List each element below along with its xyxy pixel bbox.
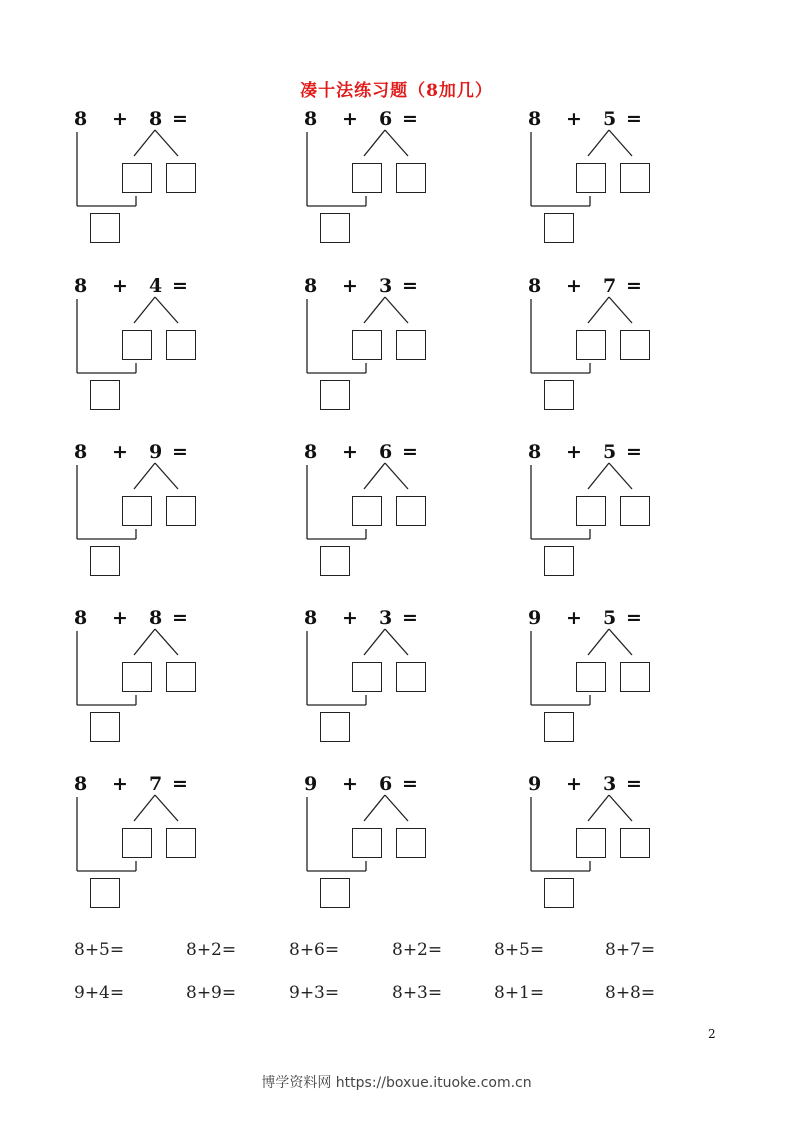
answer-box-part1 xyxy=(576,330,606,360)
split-line-left xyxy=(588,629,609,655)
make-ten-problem xyxy=(304,441,454,591)
answer-box-part1 xyxy=(352,662,382,692)
make-ten-problem xyxy=(528,108,678,258)
answer-box-part1 xyxy=(576,662,606,692)
answer-box-result xyxy=(90,712,120,742)
split-line-right xyxy=(155,297,178,323)
addend-b: 5 xyxy=(603,441,617,463)
answer-box-part2 xyxy=(396,496,426,526)
addend-a: 9 xyxy=(528,773,542,795)
drill-item: 8+3= xyxy=(392,983,443,1003)
answer-box-part2 xyxy=(620,496,650,526)
answer-box-result xyxy=(544,380,574,410)
split-line-left xyxy=(588,130,609,156)
plus-sign: + xyxy=(342,607,358,629)
addend-b: 3 xyxy=(603,773,617,795)
answer-box-part2 xyxy=(620,163,650,193)
answer-box-part1 xyxy=(352,828,382,858)
split-line-right xyxy=(155,795,178,821)
addend-a: 8 xyxy=(74,108,88,130)
drill-item: 8+8= xyxy=(605,983,656,1003)
equals-sign: = xyxy=(626,773,642,795)
addend-b: 7 xyxy=(149,773,163,795)
addend-a: 9 xyxy=(304,773,318,795)
drill-item: 8+6= xyxy=(289,940,340,960)
make-ten-problem xyxy=(528,275,678,425)
equals-sign: = xyxy=(172,607,188,629)
split-line-left xyxy=(134,463,155,489)
make-ten-problem xyxy=(74,275,224,425)
split-line-right xyxy=(609,795,632,821)
equals-sign: = xyxy=(172,108,188,130)
split-line-right xyxy=(385,130,408,156)
split-line-left xyxy=(134,130,155,156)
addend-a: 9 xyxy=(528,607,542,629)
answer-box-part1 xyxy=(576,496,606,526)
make-ten-problem xyxy=(74,441,224,591)
addend-b: 8 xyxy=(149,108,163,130)
addend-b: 5 xyxy=(603,108,617,130)
answer-box-result xyxy=(544,213,574,243)
footer-watermark: 博学资料网 https://boxue.ituoke.com.cn xyxy=(261,1075,532,1091)
answer-box-part2 xyxy=(166,828,196,858)
equals-sign: = xyxy=(402,441,418,463)
answer-box-part1 xyxy=(122,163,152,193)
equals-sign: = xyxy=(402,275,418,297)
make-ten-problem xyxy=(74,108,224,258)
answer-box-part2 xyxy=(620,330,650,360)
split-line-right xyxy=(155,629,178,655)
split-line-left xyxy=(364,463,385,489)
make-ten-problem xyxy=(304,773,454,923)
plus-sign: + xyxy=(566,441,582,463)
answer-box-part1 xyxy=(352,163,382,193)
split-line-right xyxy=(155,130,178,156)
plus-sign: + xyxy=(566,773,582,795)
answer-box-part2 xyxy=(166,163,196,193)
equals-sign: = xyxy=(172,773,188,795)
addend-b: 4 xyxy=(149,275,163,297)
answer-box-result xyxy=(544,712,574,742)
equals-sign: = xyxy=(402,607,418,629)
answer-box-result xyxy=(320,213,350,243)
split-line-left xyxy=(364,629,385,655)
split-line-left xyxy=(588,463,609,489)
plus-sign: + xyxy=(566,607,582,629)
answer-box-part2 xyxy=(396,330,426,360)
answer-box-result xyxy=(320,380,350,410)
split-line-left xyxy=(134,297,155,323)
equals-sign: = xyxy=(626,108,642,130)
addend-a: 8 xyxy=(74,773,88,795)
split-line-right xyxy=(385,629,408,655)
drill-item: 8+5= xyxy=(494,940,545,960)
drill-item: 8+1= xyxy=(494,983,545,1003)
split-line-left xyxy=(134,795,155,821)
addend-b: 5 xyxy=(603,607,617,629)
equals-sign: = xyxy=(172,441,188,463)
addend-a: 8 xyxy=(528,441,542,463)
answer-box-part2 xyxy=(396,828,426,858)
make-ten-problem xyxy=(74,607,224,757)
answer-box-result xyxy=(90,546,120,576)
split-line-left xyxy=(588,297,609,323)
addend-a: 8 xyxy=(304,441,318,463)
split-line-left xyxy=(364,795,385,821)
answer-box-part2 xyxy=(396,662,426,692)
answer-box-result xyxy=(320,712,350,742)
page-title: 凑十法练习题（8加几） xyxy=(300,81,493,101)
split-line-right xyxy=(385,297,408,323)
answer-box-part2 xyxy=(396,163,426,193)
make-ten-problem xyxy=(528,441,678,591)
equals-sign: = xyxy=(626,275,642,297)
answer-box-part2 xyxy=(166,330,196,360)
plus-sign: + xyxy=(342,441,358,463)
make-ten-problem xyxy=(304,108,454,258)
answer-box-part1 xyxy=(576,828,606,858)
plus-sign: + xyxy=(342,108,358,130)
plus-sign: + xyxy=(112,607,128,629)
answer-box-part2 xyxy=(620,828,650,858)
split-line-right xyxy=(609,130,632,156)
equals-sign: = xyxy=(402,108,418,130)
drill-item: 8+2= xyxy=(392,940,443,960)
answer-box-part1 xyxy=(122,330,152,360)
make-ten-problem xyxy=(304,275,454,425)
split-line-left xyxy=(364,297,385,323)
plus-sign: + xyxy=(342,773,358,795)
make-ten-problem xyxy=(528,773,678,923)
split-line-right xyxy=(155,463,178,489)
split-line-right xyxy=(609,297,632,323)
plus-sign: + xyxy=(342,275,358,297)
addend-b: 6 xyxy=(379,108,393,130)
drill-item: 8+2= xyxy=(186,940,237,960)
addend-b: 6 xyxy=(379,441,393,463)
split-line-right xyxy=(385,795,408,821)
drill-item: 8+9= xyxy=(186,983,237,1003)
answer-box-result xyxy=(320,878,350,908)
addend-a: 8 xyxy=(304,607,318,629)
addend-b: 6 xyxy=(379,773,393,795)
split-line-left xyxy=(134,629,155,655)
addend-a: 8 xyxy=(528,108,542,130)
answer-box-result xyxy=(90,380,120,410)
equals-sign: = xyxy=(172,275,188,297)
addend-a: 8 xyxy=(74,441,88,463)
equals-sign: = xyxy=(402,773,418,795)
equals-sign: = xyxy=(626,607,642,629)
plus-sign: + xyxy=(112,773,128,795)
addend-b: 7 xyxy=(603,275,617,297)
plus-sign: + xyxy=(112,441,128,463)
answer-box-result xyxy=(544,546,574,576)
plus-sign: + xyxy=(566,108,582,130)
split-line-right xyxy=(609,629,632,655)
split-line-right xyxy=(385,463,408,489)
answer-box-part1 xyxy=(122,662,152,692)
addend-a: 8 xyxy=(74,607,88,629)
answer-box-result xyxy=(320,546,350,576)
drill-item: 9+4= xyxy=(74,983,125,1003)
addend-b: 8 xyxy=(149,607,163,629)
answer-box-part1 xyxy=(352,330,382,360)
answer-box-part2 xyxy=(166,662,196,692)
answer-box-part2 xyxy=(166,496,196,526)
answer-box-part1 xyxy=(122,496,152,526)
split-line-right xyxy=(609,463,632,489)
addend-a: 8 xyxy=(528,275,542,297)
answer-box-part1 xyxy=(576,163,606,193)
drill-item: 8+5= xyxy=(74,940,125,960)
answer-box-result xyxy=(90,213,120,243)
addend-a: 8 xyxy=(74,275,88,297)
answer-box-result xyxy=(90,878,120,908)
split-line-left xyxy=(588,795,609,821)
split-line-left xyxy=(364,130,385,156)
addend-b: 9 xyxy=(149,441,163,463)
addend-b: 3 xyxy=(379,275,393,297)
answer-box-result xyxy=(544,878,574,908)
drill-item: 8+7= xyxy=(605,940,656,960)
make-ten-problem xyxy=(304,607,454,757)
plus-sign: + xyxy=(566,275,582,297)
addend-a: 8 xyxy=(304,275,318,297)
make-ten-problem xyxy=(74,773,224,923)
make-ten-problem xyxy=(528,607,678,757)
plus-sign: + xyxy=(112,275,128,297)
addend-a: 8 xyxy=(304,108,318,130)
answer-box-part1 xyxy=(352,496,382,526)
drill-item: 9+3= xyxy=(289,983,340,1003)
addend-b: 3 xyxy=(379,607,393,629)
page-number: 2 xyxy=(708,1027,716,1041)
equals-sign: = xyxy=(626,441,642,463)
plus-sign: + xyxy=(112,108,128,130)
answer-box-part1 xyxy=(122,828,152,858)
answer-box-part2 xyxy=(620,662,650,692)
